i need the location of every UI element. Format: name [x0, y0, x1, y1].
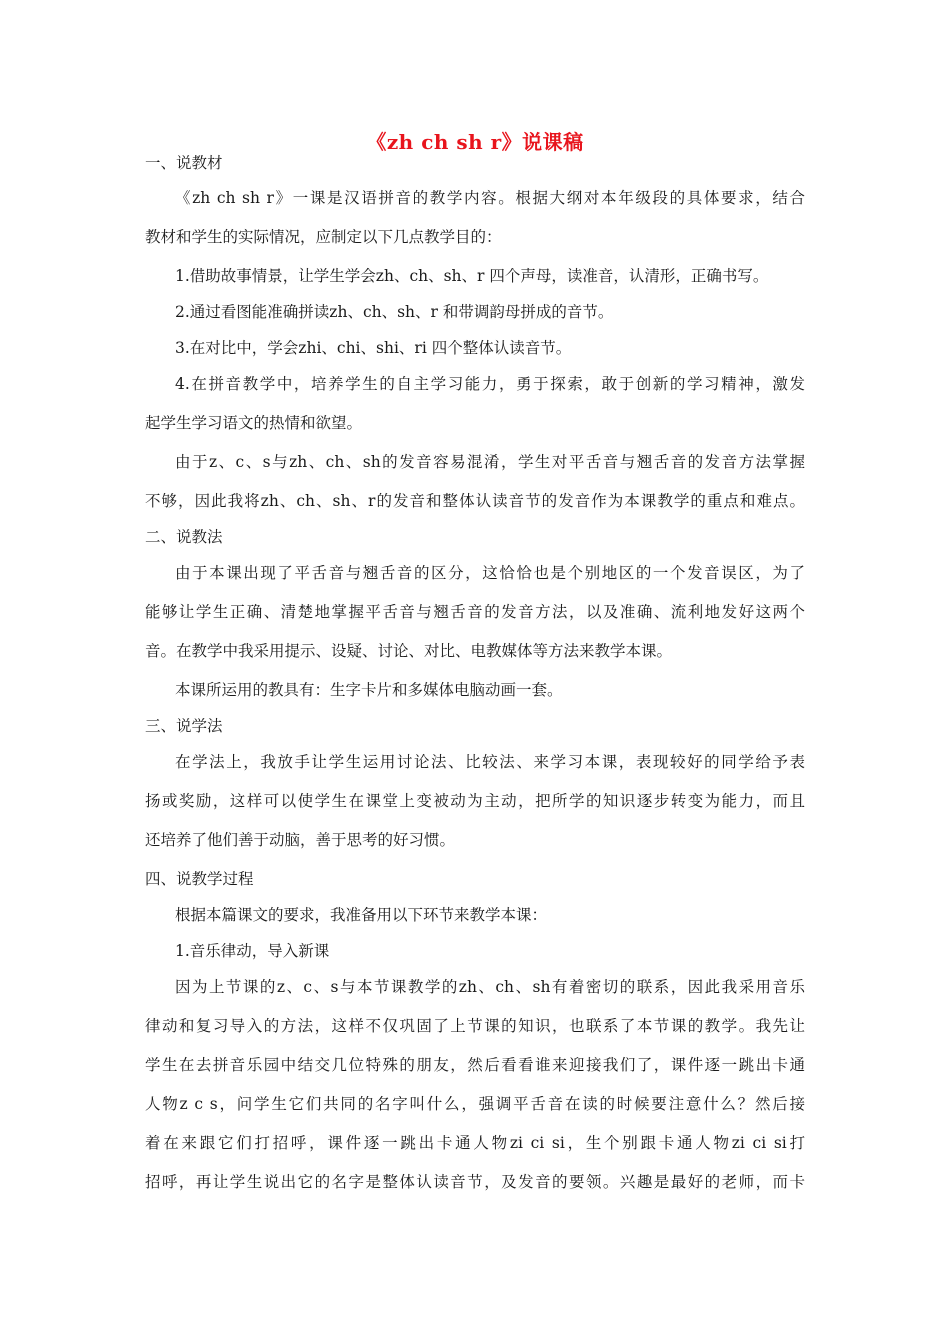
list-item-goal-1: 1.借助故事情景，让学生学会zh、ch、sh、r 四个声母，读准音，认清形，正确书写。 — [175, 267, 769, 285]
paragraph-line: 律动和复习导入的方法，这样不仅巩固了上节课的知识，也联系了本节课的教学。我先让 — [145, 1017, 805, 1035]
paragraph-line: 由于z、c、s与zh、ch、sh的发音容易混淆，学生对平舌音与翘舌音的发音方法掌握 — [175, 453, 805, 471]
paragraph-line: 教材和学生的实际情况，应制定以下几点教学目的： — [145, 228, 502, 246]
section-heading-teaching-process: 四、说教学过程 — [145, 870, 254, 888]
section-heading-textbook: 一、说教材 — [145, 154, 223, 172]
paragraph-line: 人物z c s，问学生它们共同的名字叫什么，强调平舌音在读的时候要注意什么？然后接 — [145, 1095, 805, 1113]
subheading-step-1: 1.音乐律动，导入新课 — [175, 942, 330, 960]
paragraph-line: 招呼，再让学生说出它的名字是整体认读音节，及发音的要领。兴趣是最好的老师，而卡 — [145, 1173, 805, 1191]
paragraph-line: 能够让学生正确、清楚地掌握平舌音与翘舌音的发音方法，以及准确、流利地发好这两个 — [145, 603, 805, 621]
paragraph-line: 学生在去拼音乐园中结交几位特殊的朋友，然后看看谁来迎接我们了，课件逐一跳出卡通 — [145, 1056, 805, 1074]
paragraph-line: 起学生学习语文的热情和欲望。 — [145, 414, 363, 432]
paragraph-line: 扬或奖励，这样可以使学生在课堂上变被动为主动，把所学的知识逐步转变为能力，而且 — [145, 792, 805, 810]
paragraph-line: 着在来跟它们打招呼，课件逐一跳出卡通人物zi ci si，生个别跟卡通人物zi ci si打 — [145, 1134, 805, 1152]
list-item-goal-3: 3.在对比中，学会zhi、chi、shi、ri 四个整体认读音节。 — [175, 339, 572, 357]
document-title: 《zh ch sh r》说课稿 — [366, 130, 584, 154]
paragraph-line: 不够，因此我将zh、ch、sh、r的发音和整体认读音节的发音作为本课教学的重点和难点。 — [145, 492, 805, 510]
paragraph-line: 因为上节课的z、c、s与本节课教学的zh、ch、sh有着密切的联系，因此我采用音乐 — [175, 978, 805, 996]
paragraph-line: 由于本课出现了平舌音与翘舌音的区分，这恰恰也是个别地区的一个发音误区，为了 — [175, 564, 805, 582]
paragraph-line: 音。在教学中我采用提示、设疑、讨论、对比、电教媒体等方法来教学本课。 — [145, 642, 673, 660]
list-item-goal-2: 2.通过看图能准确拼读zh、ch、sh、r 和带调韵母拼成的音节。 — [175, 303, 614, 321]
paragraph-line: 在学法上，我放手让学生运用讨论法、比较法、来学习本课，表现较好的同学给予表 — [175, 753, 805, 771]
section-heading-learning-method: 三、说学法 — [145, 717, 223, 735]
section-heading-teaching-method: 二、说教法 — [145, 528, 223, 546]
paragraph-line: 还培养了他们善于动脑，善于思考的好习惯。 — [145, 831, 456, 849]
list-item-goal-4: 4.在拼音教学中，培养学生的自主学习能力，勇于探索，敢于创新的学习精神，激发 — [175, 375, 805, 393]
paragraph-line: 根据本篇课文的要求，我准备用以下环节来教学本课： — [175, 906, 548, 924]
paragraph-line: 《zh ch sh r》一课是汉语拼音的教学内容。根据大纲对本年级段的具体要求，结合 — [175, 189, 805, 207]
paragraph-line: 本课所运用的教具有：生字卡片和多媒体电脑动画一套。 — [175, 681, 563, 699]
